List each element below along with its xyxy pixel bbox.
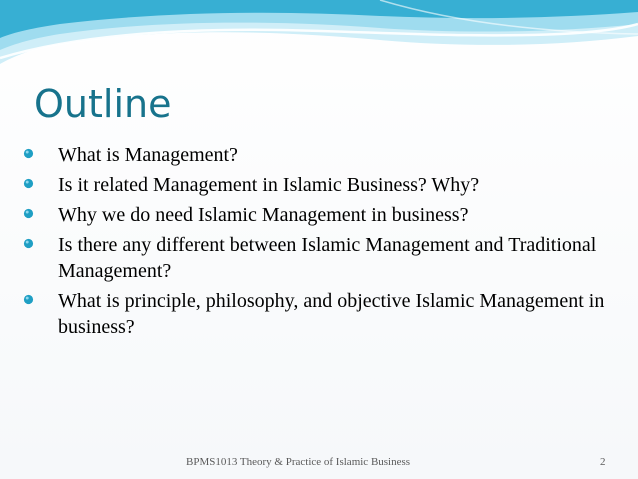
circle-bullet-icon: [23, 148, 34, 159]
bullet-item: [20, 172, 610, 198]
bullet-text: Is there any different between Islamic Management and Traditional Management?: [58, 234, 597, 282]
bullet-text: What is principle, philosophy, and objective Islamic Management in business?: [58, 290, 605, 338]
bullet-text: What is Management?: [58, 144, 238, 166]
bullet-list: [20, 142, 610, 344]
bullet-text: Is it related Management in Islamic Business? Why?: [58, 174, 480, 196]
bullet-item: [20, 288, 610, 340]
header-wave-decoration: [0, 0, 638, 80]
circle-bullet-icon: [23, 208, 34, 219]
bullet-item: [20, 142, 610, 168]
circle-bullet-icon: [23, 178, 34, 189]
bullet-text: Why we do need Islamic Management in business?: [58, 204, 469, 226]
slide-title: Outline: [34, 82, 172, 126]
bullet-item: [20, 202, 610, 228]
bullet-item: [20, 232, 610, 284]
circle-bullet-icon: [23, 294, 34, 305]
page-number: 2: [600, 456, 606, 468]
circle-bullet-icon: [23, 238, 34, 249]
footer-course-title: BPMS1013 Theory & Practice of Islamic Business: [186, 456, 411, 468]
